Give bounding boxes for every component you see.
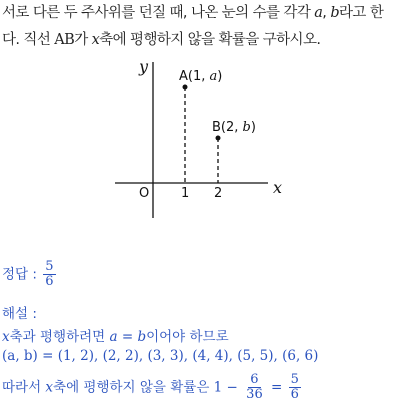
answer [2,260,58,289]
solution-one-minus: 1 − [213,379,238,396]
problem-text-2a: 다. 직선 [2,32,51,48]
solution-text-3a: 따라서 [2,379,42,396]
answer-fraction [43,260,55,289]
solution-text-1b: 이어야 하므로 [146,329,229,345]
comma: , [322,5,327,21]
solution-line-1 [2,325,229,345]
tick-1-label: 1 [181,186,190,201]
var-x: x [91,32,100,48]
answer-numerator: 5 [45,259,54,274]
tick-2-label: 2 [214,186,223,201]
solution-var-x: x [2,329,10,345]
problem-text-1b: 라고 한 [339,5,384,21]
solution-var-x-2: x [45,379,54,396]
var-a: a [314,5,323,21]
solution-line-3 [2,373,303,402]
problem-text-1a: 서로 다른 두 주사위를 던질 때, 나온 눈의 수를 각각 [2,5,311,21]
point-a-label: A(1, a) [179,69,223,84]
solution-fraction-2 [289,373,301,402]
point-b [216,136,221,141]
problem-text-2b: 가 [74,32,88,48]
answer-denominator: 6 [45,274,54,289]
x-axis-label: x [273,178,283,197]
fraction-1-denominator: 36 [246,387,263,402]
solution-text-3b: 축에 평행하지 않을 확률은 [53,379,210,396]
origin-label: O [139,186,150,201]
solution-header: 해설 : [2,306,37,322]
var-b: b [330,5,340,21]
fraction-2-numerator: 5 [290,372,299,387]
solution-line-2: (a, b) = (1, 2), (2, 2), (3, 3), (4, 4), (5, 5), (6, 6) [2,348,319,364]
point-b-label: B(2, b) [212,120,256,135]
problem-text-2c: 축에 평행하지 않을 확률을 구하시오. [99,32,321,48]
answer-label: 정답 : [2,266,37,283]
point-a [183,85,188,90]
y-axis-label: y [139,57,149,76]
solution-eq: a = b [109,329,147,345]
fraction-2-denominator: 6 [290,387,299,402]
fraction-1-numerator: 6 [250,372,259,387]
line-ab: AB [54,32,75,48]
solution-fraction-1 [244,373,265,402]
solution-equals: = [271,379,283,396]
solution-text-1a: 축과 평행하려면 [9,329,106,345]
